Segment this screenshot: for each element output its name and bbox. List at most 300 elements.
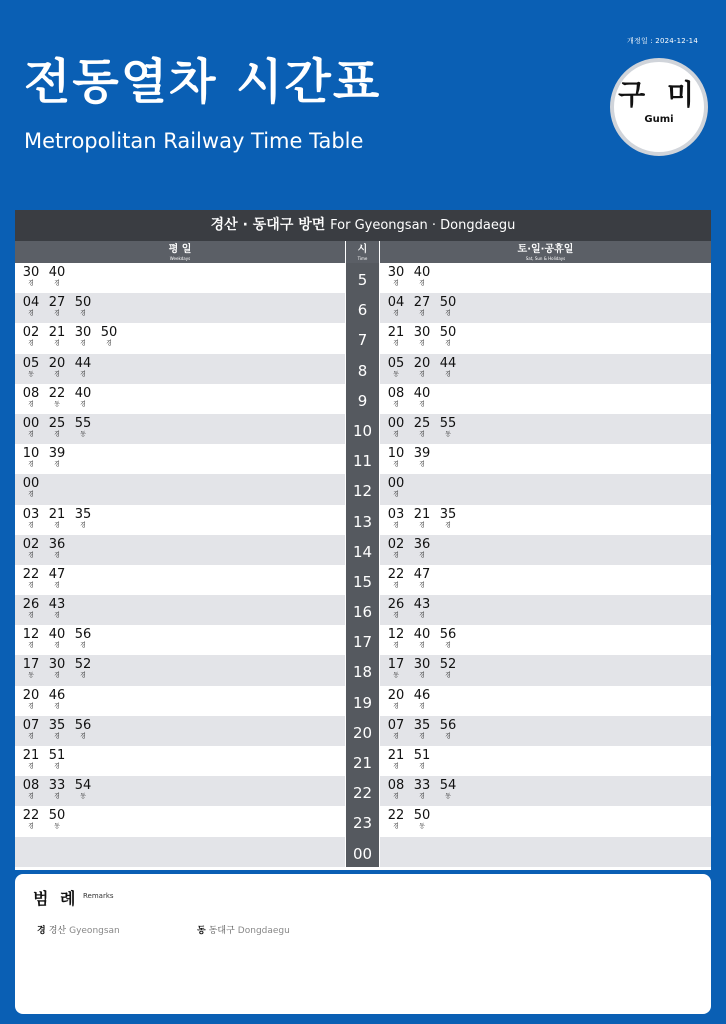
destination-code: 경 <box>419 370 425 378</box>
destination-code: 경 <box>54 430 60 438</box>
departure <box>384 568 408 590</box>
legend-item-dongdaegu <box>197 923 290 936</box>
destination-code: 경 <box>419 521 425 529</box>
departure-minute: 02 <box>22 536 40 552</box>
departure-minute: 20 <box>413 355 431 371</box>
departure <box>19 266 43 288</box>
departure <box>410 266 434 288</box>
departure <box>19 326 43 348</box>
weekday-cell <box>15 293 345 323</box>
departure <box>19 417 43 439</box>
departure-minute: 47 <box>48 566 66 582</box>
departure-minute: 03 <box>387 506 405 522</box>
destination-code: 경 <box>419 581 425 589</box>
weekday-cell <box>15 354 345 384</box>
destination-code: 경 <box>54 280 60 287</box>
table-row <box>15 354 711 384</box>
departure-minute: 22 <box>387 566 405 582</box>
destination-code: 동 <box>419 823 425 831</box>
departure <box>19 779 43 801</box>
destination-code: 경 <box>28 642 34 650</box>
destination-code: 동 <box>80 430 86 438</box>
destination-code: 동 <box>28 370 34 378</box>
destination-code: 동 <box>393 370 399 378</box>
departure-minute: 50 <box>439 325 457 341</box>
destination-code: 동 <box>28 672 34 680</box>
departure-minute: 50 <box>48 808 66 824</box>
departure-minute: 56 <box>74 717 92 733</box>
weekday-cell <box>15 595 345 625</box>
table-row <box>15 474 711 504</box>
destination-code: 경 <box>419 732 425 740</box>
table-row <box>15 655 711 685</box>
hour-cell: 17 <box>346 625 379 655</box>
departure-minute: 22 <box>22 808 40 824</box>
revision-date: 개정일 : 2024-12-14 <box>627 37 698 45</box>
departure-minute: 30 <box>413 657 431 673</box>
legend <box>15 874 711 1014</box>
destination-code: 경 <box>419 793 425 801</box>
destination-code: 경 <box>80 370 86 378</box>
departure <box>19 538 43 560</box>
legend-abbr: 경 <box>37 926 46 936</box>
weekday-cell <box>15 323 345 353</box>
destination-code: 경 <box>445 370 451 378</box>
destination-code: 동 <box>445 430 451 438</box>
table-row <box>15 806 711 836</box>
hour-cell: 8 <box>346 354 379 384</box>
departure-minute: 44 <box>74 355 92 371</box>
departure-minute: 39 <box>48 446 66 462</box>
departure <box>436 326 460 348</box>
table-row <box>15 323 711 353</box>
departure <box>19 628 43 650</box>
departure-minute: 55 <box>439 415 457 431</box>
hour-cell: 16 <box>346 595 379 625</box>
weekend-cell <box>380 414 711 444</box>
destination-code: 경 <box>393 430 399 438</box>
departure-minute: 08 <box>387 385 405 401</box>
departure <box>71 296 95 318</box>
destination-code: 경 <box>28 763 34 770</box>
departure <box>45 658 69 680</box>
departure-minute: 17 <box>387 657 405 673</box>
departure-minute: 39 <box>413 446 431 462</box>
departure-minute: 21 <box>387 748 405 763</box>
departure <box>384 658 408 680</box>
departure-minute: 52 <box>439 657 457 673</box>
destination-code: 경 <box>419 280 425 287</box>
departure <box>410 598 434 620</box>
weekend-cell <box>380 565 711 595</box>
table-row <box>15 384 711 414</box>
departure <box>19 387 43 409</box>
departure-minute: 55 <box>74 415 92 431</box>
departure <box>19 719 43 741</box>
weekday-cell <box>15 625 345 655</box>
hour-cell: 6 <box>346 293 379 323</box>
weekday-cell <box>15 686 345 716</box>
destination-code: 경 <box>54 672 60 680</box>
destination-code: 경 <box>80 400 86 408</box>
departure <box>436 658 460 680</box>
departure <box>384 598 408 620</box>
departure-minute: 46 <box>413 687 431 703</box>
hour-cell: 19 <box>346 686 379 716</box>
weekend-cell <box>380 444 711 474</box>
departure <box>19 568 43 590</box>
page-subtitle: Metropolitan Railway Time Table <box>24 129 364 153</box>
destination-code: 경 <box>393 400 399 408</box>
legend-en: Dongdaegu <box>237 926 290 936</box>
destination-code: 경 <box>54 732 60 740</box>
table-row <box>15 263 711 293</box>
departure <box>45 689 69 711</box>
departure-minute: 05 <box>22 355 40 371</box>
hour-cell: 5 <box>346 263 379 293</box>
table-row <box>15 444 711 474</box>
departure-minute: 35 <box>74 506 92 522</box>
destination-code: 경 <box>393 340 399 348</box>
departure-minute: 35 <box>413 717 431 733</box>
weekend-cell <box>380 625 711 655</box>
weekend-label-en: Sat, Sun & Holidays <box>525 256 566 261</box>
destination-code: 경 <box>54 581 60 589</box>
weekday-cell <box>15 837 345 867</box>
departure-minute: 30 <box>413 325 431 341</box>
departure <box>410 779 434 801</box>
departure <box>45 719 69 741</box>
departure <box>45 628 69 650</box>
destination-code: 경 <box>445 340 451 348</box>
departure-minute: 00 <box>22 476 40 492</box>
destination-code: 경 <box>393 310 399 318</box>
legend-item-gyeongsan <box>37 923 120 936</box>
destination-code: 경 <box>28 702 34 710</box>
departure-minute: 02 <box>22 325 40 341</box>
departure <box>45 568 69 590</box>
weekday-cell <box>15 806 345 836</box>
departure-minute: 22 <box>387 808 405 824</box>
departure-minute: 02 <box>387 536 405 552</box>
destination-code: 경 <box>28 400 34 408</box>
table-row <box>15 414 711 444</box>
destination-code: 동 <box>54 823 60 831</box>
departure <box>45 447 69 469</box>
weekend-cell <box>380 474 711 504</box>
destination-code: 경 <box>393 702 399 710</box>
departure <box>436 417 460 439</box>
table-row <box>15 535 711 565</box>
destination-code: 경 <box>419 310 425 318</box>
weekend-cell <box>380 686 711 716</box>
departure-minute: 26 <box>387 597 405 613</box>
destination-code: 경 <box>28 461 34 469</box>
departure <box>384 749 408 771</box>
departure <box>410 538 434 560</box>
departure-minute: 54 <box>439 778 457 794</box>
destination-code: 경 <box>54 642 60 650</box>
destination-code: 동 <box>445 793 451 801</box>
departure-minute: 08 <box>22 385 40 401</box>
destination-code: 경 <box>445 672 451 680</box>
hour-cell: 10 <box>346 414 379 444</box>
departure <box>19 357 43 379</box>
destination-code: 경 <box>393 581 399 589</box>
weekend-cell <box>380 837 711 867</box>
destination-code: 경 <box>393 491 399 499</box>
departure <box>71 417 95 439</box>
table-row <box>15 595 711 625</box>
destination-code: 경 <box>393 461 399 469</box>
departure-minute: 00 <box>22 415 40 431</box>
departure <box>19 477 43 499</box>
departure-minute: 27 <box>48 295 66 311</box>
departure <box>436 628 460 650</box>
weekend-cell <box>380 293 711 323</box>
weekend-cell <box>380 323 711 353</box>
destination-code: 경 <box>28 430 34 438</box>
weekend-cell <box>380 776 711 806</box>
destination-code: 경 <box>419 763 425 770</box>
legend-en: Gyeongsan <box>69 926 120 936</box>
departure-minute: 04 <box>22 295 40 311</box>
departure <box>436 296 460 318</box>
departure-minute: 35 <box>48 717 66 733</box>
destination-code: 동 <box>54 400 60 408</box>
departure <box>19 296 43 318</box>
departure-minute: 30 <box>74 325 92 341</box>
departure-minute: 25 <box>413 415 431 431</box>
departure <box>384 447 408 469</box>
table-row <box>15 293 711 323</box>
departure <box>410 568 434 590</box>
departure <box>45 508 69 530</box>
departure <box>410 387 434 409</box>
table-row <box>15 625 711 655</box>
departure <box>436 719 460 741</box>
weekend-cell <box>380 746 711 776</box>
departure <box>410 719 434 741</box>
departure-minute: 20 <box>22 687 40 703</box>
departure-minute: 05 <box>387 355 405 371</box>
departure-minute: 46 <box>48 687 66 703</box>
departure <box>384 538 408 560</box>
hour-cell: 7 <box>346 323 379 353</box>
destination-code: 경 <box>393 612 399 620</box>
departure-minute: 21 <box>413 506 431 522</box>
departure <box>384 689 408 711</box>
departure-minute: 56 <box>74 627 92 643</box>
destination-code: 경 <box>393 642 399 650</box>
departure-minute: 35 <box>439 506 457 522</box>
departure-minute: 12 <box>387 627 405 643</box>
departure <box>436 357 460 379</box>
departure-minute: 26 <box>22 597 40 613</box>
weekend-cell <box>380 806 711 836</box>
departure <box>410 628 434 650</box>
destination-code: 경 <box>80 310 86 318</box>
destination-code: 경 <box>54 340 60 348</box>
weekday-cell <box>15 716 345 746</box>
departure <box>384 357 408 379</box>
departure-minute: 51 <box>48 748 66 763</box>
departure-minute: 03 <box>22 506 40 522</box>
departure-minute: 00 <box>387 476 405 492</box>
departure <box>19 749 43 771</box>
weekday-cell <box>15 565 345 595</box>
departure <box>45 809 69 831</box>
destination-code: 경 <box>54 521 60 529</box>
departure <box>71 628 95 650</box>
destination-code: 경 <box>393 521 399 529</box>
departure-minute: 07 <box>22 717 40 733</box>
departure <box>384 779 408 801</box>
destination-code: 경 <box>393 551 399 559</box>
weekend-cell <box>380 384 711 414</box>
destination-code: 경 <box>419 340 425 348</box>
departure-minute: 50 <box>74 295 92 311</box>
departure-minute: 07 <box>387 717 405 733</box>
table-row <box>15 686 711 716</box>
destination-code: 경 <box>28 823 34 831</box>
timetable-rows <box>15 263 711 867</box>
hour-cell: 11 <box>346 444 379 474</box>
departure-minute: 51 <box>413 748 431 763</box>
departure-minute: 54 <box>74 778 92 794</box>
departure-minute: 56 <box>439 627 457 643</box>
destination-code: 경 <box>28 612 34 620</box>
departure-minute: 00 <box>387 415 405 431</box>
departure-minute: 21 <box>48 506 66 522</box>
legend-title: 범 례 <box>33 889 79 908</box>
departure-minute: 30 <box>22 265 40 280</box>
departure-minute: 33 <box>413 778 431 794</box>
departure <box>436 508 460 530</box>
destination-code: 경 <box>80 732 86 740</box>
destination-code: 경 <box>28 551 34 559</box>
hour-cell: 20 <box>346 716 379 746</box>
departure <box>71 387 95 409</box>
departure-minute: 20 <box>387 687 405 703</box>
destination-code: 경 <box>445 732 451 740</box>
destination-code: 경 <box>419 702 425 710</box>
weekday-cell <box>15 474 345 504</box>
hour-cell: 21 <box>346 746 379 776</box>
weekend-cell <box>380 354 711 384</box>
destination-code: 경 <box>80 521 86 529</box>
departure <box>71 719 95 741</box>
departure-minute: 40 <box>413 627 431 643</box>
departure <box>97 326 121 348</box>
destination-code: 경 <box>54 370 60 378</box>
departure-minute: 52 <box>74 657 92 673</box>
departure <box>384 387 408 409</box>
departure-minute: 50 <box>100 325 118 341</box>
departure-minute: 21 <box>22 748 40 763</box>
legend-title-en: Remarks <box>83 892 114 900</box>
departure-minute: 10 <box>387 446 405 462</box>
departure-minute: 22 <box>22 566 40 582</box>
weekend-cell <box>380 716 711 746</box>
departure <box>45 779 69 801</box>
destination-code: 경 <box>54 310 60 318</box>
destination-code: 경 <box>28 793 34 801</box>
direction-header <box>15 210 711 241</box>
departure-minute: 08 <box>22 778 40 794</box>
weekday-cell <box>15 746 345 776</box>
departure-minute: 20 <box>48 355 66 371</box>
departure <box>410 357 434 379</box>
destination-code: 경 <box>393 732 399 740</box>
destination-code: 경 <box>393 823 399 831</box>
departure-minute: 21 <box>387 325 405 341</box>
departure-minute: 17 <box>22 657 40 673</box>
departure <box>410 296 434 318</box>
weekday-cell <box>15 263 345 293</box>
hour-cell: 00 <box>346 837 379 867</box>
departure <box>384 326 408 348</box>
destination-code: 경 <box>80 340 86 348</box>
departure <box>19 809 43 831</box>
departure <box>45 538 69 560</box>
destination-code: 경 <box>445 642 451 650</box>
station-name-ko: 구 미 <box>618 78 700 111</box>
legend-ko: 동대구 <box>208 926 235 936</box>
direction-ko: 경산 · 동대구 방면 <box>210 217 326 233</box>
destination-code: 경 <box>445 521 451 529</box>
destination-code: 경 <box>28 732 34 740</box>
departure <box>19 658 43 680</box>
direction-en: For Gyeongsan · Dongdaegu <box>330 218 516 233</box>
station-badge <box>610 58 708 156</box>
departure <box>410 417 434 439</box>
weekend-label-ko: 토·일·공휴일 <box>517 244 574 255</box>
destination-code: 경 <box>419 461 425 469</box>
weekday-label-en: Weekdays <box>169 256 191 261</box>
destination-code: 경 <box>28 521 34 529</box>
weekend-cell <box>380 263 711 293</box>
hour-cell: 22 <box>346 776 379 806</box>
departure <box>45 357 69 379</box>
destination-code: 경 <box>80 672 86 680</box>
weekday-cell <box>15 535 345 565</box>
table-row <box>15 746 711 776</box>
departure <box>384 266 408 288</box>
departure-minute: 12 <box>22 627 40 643</box>
departure <box>384 628 408 650</box>
departure-minute: 33 <box>48 778 66 794</box>
departure <box>410 508 434 530</box>
destination-code: 경 <box>54 551 60 559</box>
weekend-cell <box>380 535 711 565</box>
hour-cell: 15 <box>346 565 379 595</box>
weekday-cell <box>15 776 345 806</box>
departure-minute: 36 <box>48 536 66 552</box>
departure <box>45 749 69 771</box>
hour-label-ko: 시 <box>357 244 368 255</box>
weekday-cell <box>15 505 345 535</box>
destination-code: 경 <box>393 280 399 287</box>
station-name-en: Gumi <box>644 114 674 125</box>
departure <box>19 598 43 620</box>
legend-ko: 경산 <box>48 926 67 936</box>
destination-code: 경 <box>28 310 34 318</box>
departure <box>19 447 43 469</box>
departure-minute: 40 <box>48 627 66 643</box>
departure <box>45 266 69 288</box>
weekday-cell <box>15 414 345 444</box>
